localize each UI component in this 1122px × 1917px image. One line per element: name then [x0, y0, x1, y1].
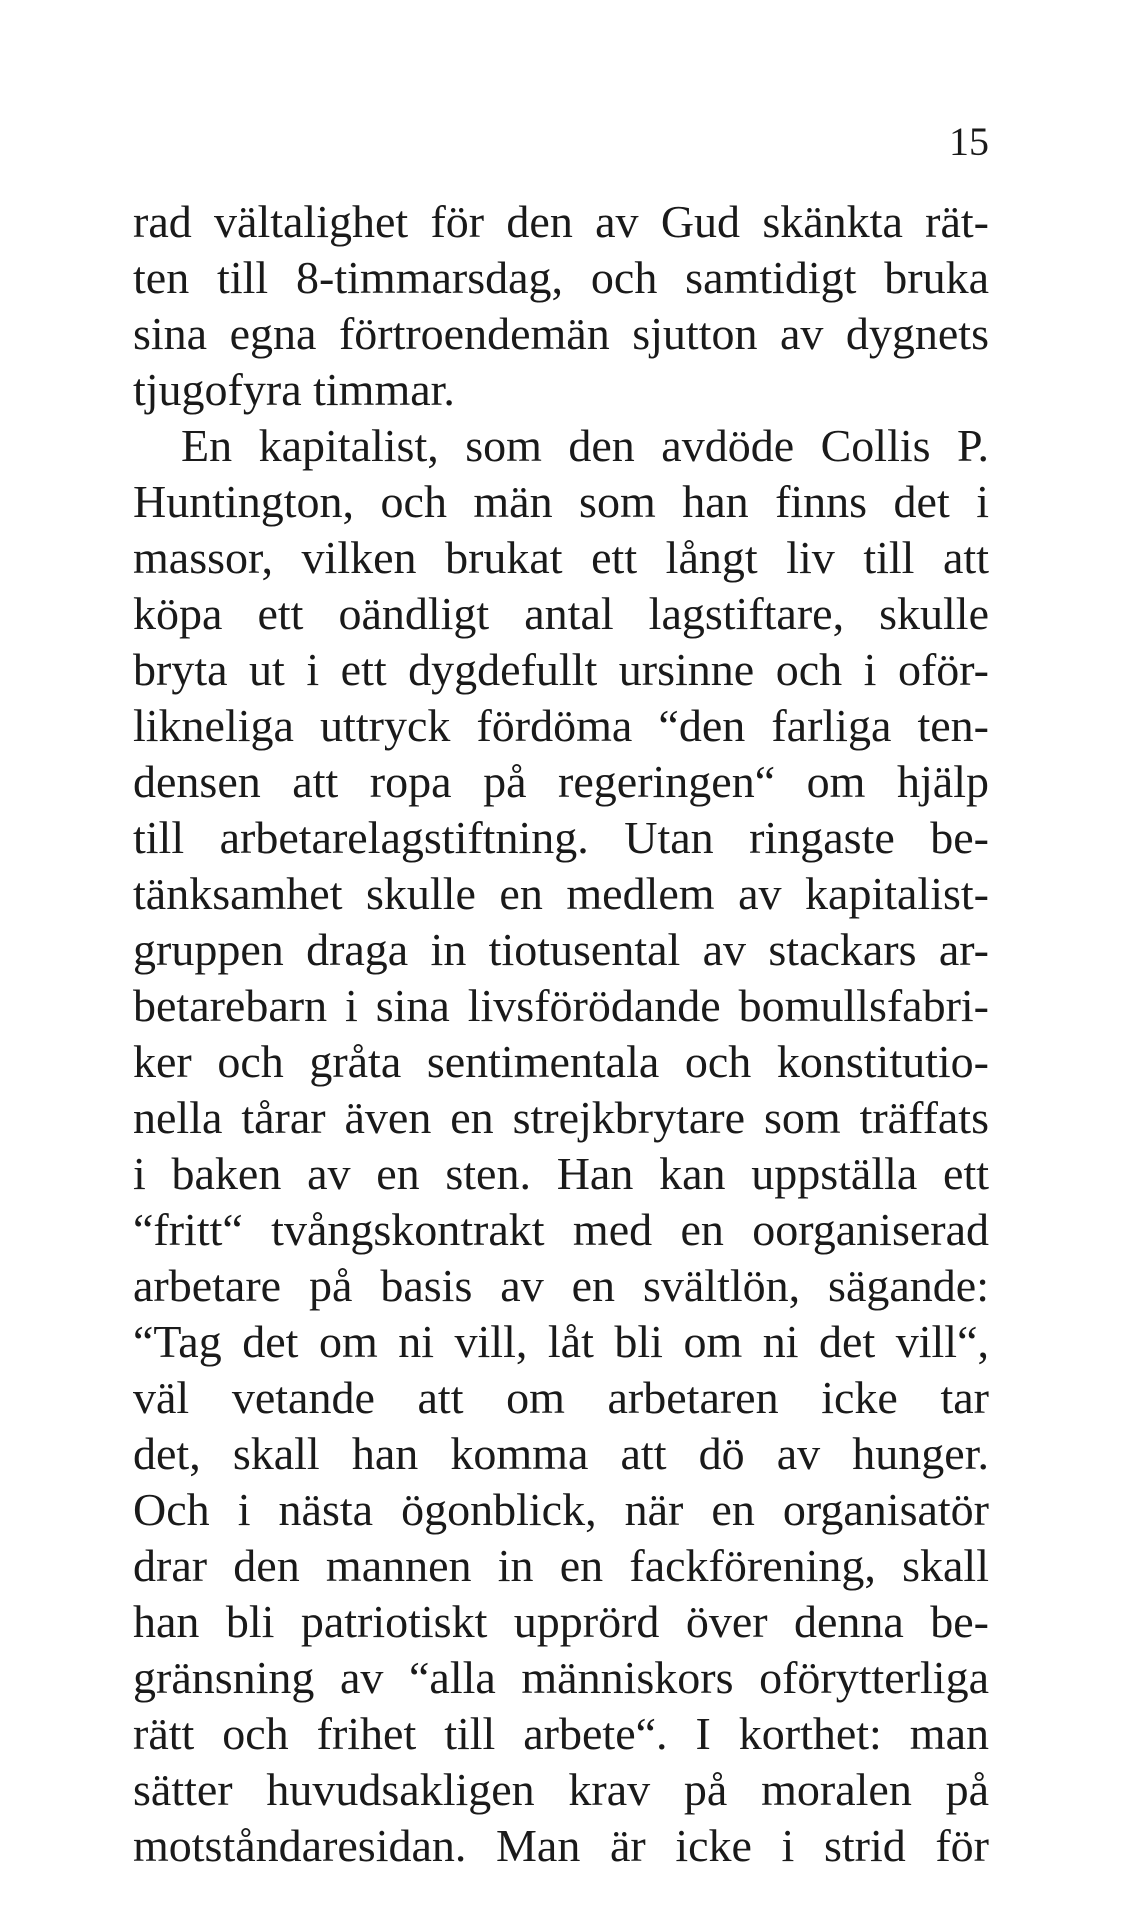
text-line: rad vältalighet för den av Gud skänkta rät-	[133, 196, 989, 247]
text-line: tänksamhet skulle en medlem av kapitalist-	[133, 868, 989, 919]
text-line: massor, vilken brukat ett långt liv till att	[133, 532, 989, 583]
text-line: ker och gråta sentimentala och konstitutio-	[133, 1036, 989, 1087]
text-line: betarebarn i sina livsförödande bomullsfabri-	[133, 980, 989, 1031]
body-text	[133, 194, 989, 1874]
text-line: densen att ropa på regeringen“ om hjälp	[133, 756, 989, 807]
text-line: sätter huvudsakligen krav på moralen på	[133, 1764, 989, 1815]
text-line: i baken av en sten. Han kan uppställa ett	[133, 1148, 989, 1199]
text-line: Huntington, och män som han finns det i	[133, 476, 989, 527]
text-line: Och i nästa ögonblick, när en organisatör	[133, 1484, 989, 1535]
text-line: till arbetarelagstiftning. Utan ringaste be-	[133, 812, 989, 863]
text-line: motståndaresidan. Man är icke i strid för	[133, 1820, 989, 1871]
text-line: väl vetande att om arbetaren icke tar	[133, 1372, 989, 1423]
text-line: gränsning av “alla människors oförytterliga	[133, 1652, 989, 1703]
page-number: 15	[949, 119, 989, 164]
text-line: En kapitalist, som den avdöde Collis P.	[181, 420, 989, 471]
text-line: likneliga uttryck fördöma “den farliga ten-	[133, 700, 989, 751]
text-line: det, skall han komma att dö av hunger.	[133, 1428, 989, 1479]
text-line: bryta ut i ett dygdefullt ursinne och i oför-	[133, 644, 989, 695]
text-line: nella tårar även en strejkbrytare som träffats	[133, 1092, 989, 1143]
text-line: “Tag det om ni vill, låt bli om ni det vill“,	[133, 1316, 989, 1367]
text-line: han bli patriotiskt upprörd över denna be-	[133, 1596, 989, 1647]
text-line: köpa ett oändligt antal lagstiftare, skulle	[133, 588, 989, 639]
text-line: gruppen draga in tiotusental av stackars ar-	[133, 924, 989, 975]
text-line: drar den mannen in en fackförening, skall	[133, 1540, 989, 1591]
text-line: arbetare på basis av en svältlön, sägande:	[133, 1260, 989, 1311]
text-line: ten till 8-timmarsdag, och samtidigt bruka	[133, 252, 989, 303]
text-line: rätt och frihet till arbete“. I korthet: man	[133, 1708, 989, 1759]
text-line: “fritt“ tvångskontrakt med en oorganiserad	[133, 1204, 989, 1255]
text-line: tjugofyra timmar.	[133, 364, 455, 415]
text-line: sina egna förtroendemän sjutton av dygnets	[133, 308, 989, 359]
